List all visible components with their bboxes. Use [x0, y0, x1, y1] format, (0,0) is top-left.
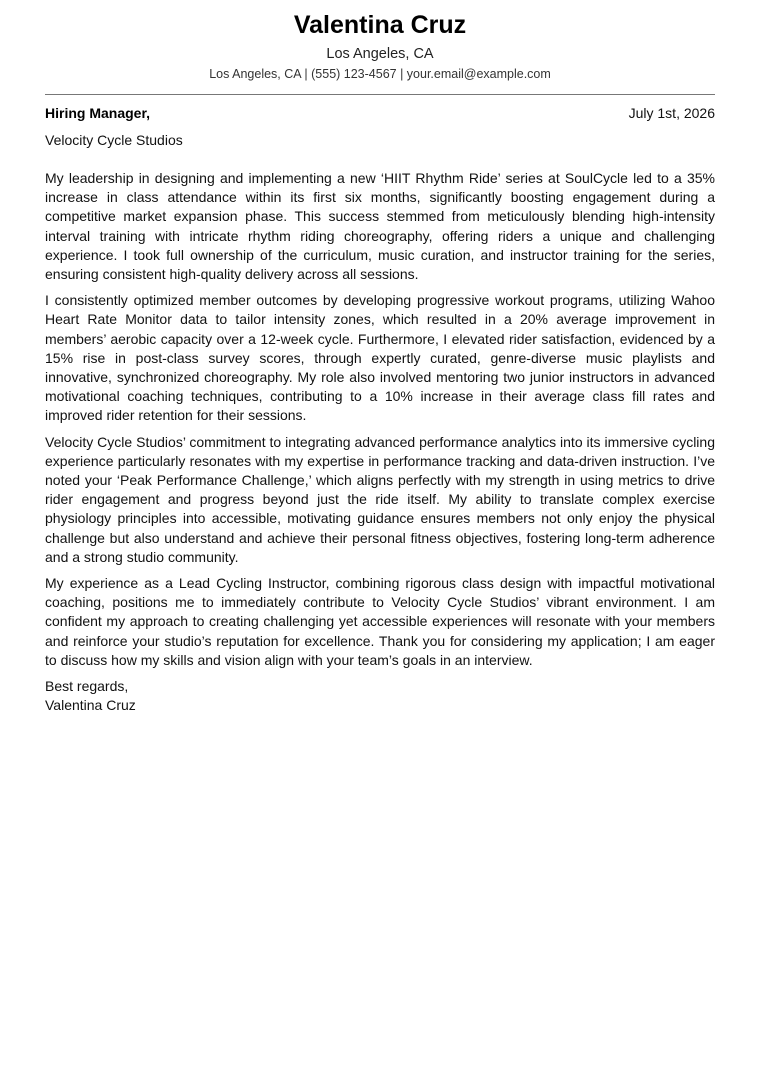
- cover-letter-page: [45, 0, 715, 715]
- letter-body: [45, 169, 715, 670]
- body-paragraph: My experience as a Lead Cycling Instructor, combining rigorous class design with impactful motivational coaching, positions me to immediately contribute to Velocity Cycle Studios’ vibrant environment. I am confident my approach to creating challenging yet accessible experiences will resonate with your members and reinforce your studio’s reputation for excellence. Thank you for considering my application; I am eager to discuss how my skills and vision align with your team’s goals in an interview.: [45, 575, 715, 668]
- contact-line: Los Angeles, CA | (555) 123-4567 | your.email@example.com: [209, 67, 551, 81]
- company-name: Velocity Cycle Studios: [45, 132, 183, 148]
- recipient-date-row: [45, 104, 715, 123]
- applicant-city: Los Angeles, CA: [326, 46, 434, 62]
- applicant-name: Valentina Cruz: [293, 11, 467, 39]
- body-paragraph: Velocity Cycle Studios’ commitment to integrating advanced performance analytics into its immersive cycling experience particularly resonates with my expertise in performance tracking and data-driven instruction. I’ve noted your ‘Peak Performance Challenge,’ which aligns perfectly with my strength in using metrics to drive rider engagement and progress beyond just the ride itself. My ability to translate complex exercise physiology principles into accessible, motivating guidance ensures members not only enjoy the physical challenge but also understand and achieve their personal fitness objectives, fostering long-term adherence and a strong studio community.: [45, 433, 715, 565]
- header-divider: [45, 94, 715, 95]
- letter-date: July 1st, 2026: [628, 105, 715, 121]
- letter-closing: [45, 677, 715, 715]
- signature-name: Valentina Cruz: [45, 697, 136, 714]
- recipient-salutation: Hiring Manager,: [45, 105, 151, 121]
- body-paragraph: I consistently optimized member outcomes by developing progressive workout programs, utilizing Wahoo Heart Rate Monitor data to tailor intensity zones, which resulted in a 20% average improvement in members’ aerobic capacity over a 12-week cycle. Furthermore, I elevated rider satisfaction, evidenced by a 15% rise in post-class survey scores, through expertly curated, genre-diverse music playlists and innovative, synchronized choreography. My role also involved mentoring two junior instructors in advanced motivational coaching techniques, contributing to a 10% increase in their average class fill rates and improved rider retention for their sessions.: [45, 292, 715, 424]
- closing-phrase: Best regards,: [45, 678, 129, 695]
- body-paragraph: My leadership in designing and implementing a new ‘HIIT Rhythm Ride’ series at SoulCycle led to a 35% increase in class attendance within its first six months, significantly boosting engagement during a competitive market expansion phase. This success stemmed from meticulously blending high-intensity interval training with intricate rhythm riding choreography, offering riders a unique and challenging experience. I took full ownership of the curriculum, music curation, and instructor training for the series, ensuring consistent high-quality delivery across all sessions.: [45, 170, 715, 283]
- letter-header: [45, 0, 715, 83]
